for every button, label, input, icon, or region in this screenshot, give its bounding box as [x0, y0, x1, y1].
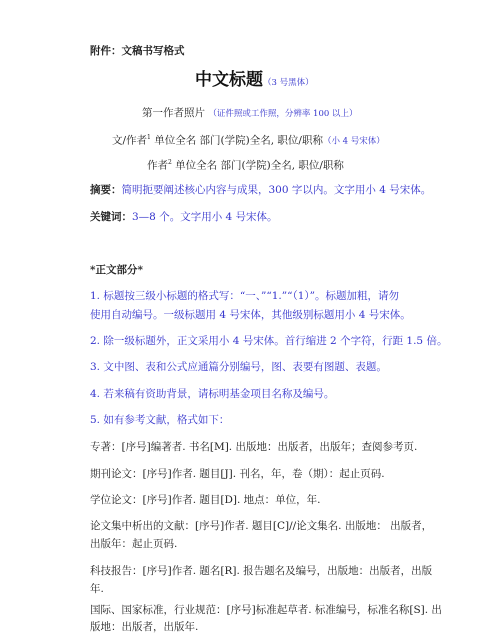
section-heading: *正文部分*: [90, 264, 143, 276]
ref-monograph: 专著：[序号]编著者. 书名[M]. 出版地：出版者，出版年；查阅参考页.: [90, 441, 418, 453]
title-line: [195, 70, 314, 90]
item-1-line-1: 1. 标题按三级小标题的格式写：“一、”“1.”“（1）”。标题加粗，请勿: [90, 290, 400, 302]
author2-line: [147, 156, 344, 173]
item-4: 4. 若来稿有资助背景，请标明基金项目名称及编号。: [90, 388, 335, 400]
item-3: 3. 文中图、表和公式应通篇分别编号，图、表要有图题、表题。: [90, 361, 387, 373]
ref-standard-line-2: 版地：出版者，出版年.: [90, 621, 199, 633]
ref-journal: 期刊论文：[序号]作者. 题目[J]. 刊名，年，卷（期）：起止页码.: [90, 468, 385, 480]
keywords-text: 3—8 个。文字用小 4 号宋体。: [132, 211, 278, 223]
ref-report-line-1: 科技报告：[序号]作者. 题名[R]. 报告题名及编号，出版地：出版者，出版: [90, 565, 433, 577]
attachment-label: 附件：文稿书写格式: [90, 45, 185, 57]
abstract-text: 简明扼要阐述核心内容与成果，300 字以内。文字用小 4 号宋体。: [121, 184, 432, 196]
photo-line: [142, 106, 357, 121]
abstract-line: [90, 183, 431, 197]
ref-proceedings-line-1: 论文集中析出的文献：[序号]作者. 题目[C]//论文集名. 出版地： 出版者，: [90, 520, 433, 532]
photo-note: （证件照或工作照，分辨率 100 以上）: [208, 109, 358, 119]
ref-report-line-2: 年.: [90, 583, 104, 595]
item-1-line-2: 使用自动编号。一级标题用 4 号宋体，其他级别标题用小 4 号宋体。: [90, 309, 411, 321]
main-title: 中文标题: [195, 70, 263, 90]
author2-prefix: 作者: [147, 159, 168, 172]
keywords-line: [90, 210, 278, 224]
ref-proceedings-line-2: 出版年：起止页码.: [90, 538, 178, 550]
author1-sup: 1: [147, 134, 151, 141]
ref-standard-line-1: 国际、国家标准，行业规范：[序号]标准起草者. 标准编号，标准名称[S]. 出: [90, 604, 442, 616]
author2-body: 单位全名 部门(学院)全名, 职位/职称: [171, 159, 344, 172]
author1-note: （小 4 号宋体）: [322, 136, 385, 147]
photo-label: 第一作者照片: [142, 107, 205, 119]
author2-sup: 2: [168, 159, 172, 166]
abstract-label: 摘要：: [90, 184, 122, 196]
author1-prefix: 文/作者: [112, 134, 148, 147]
author1-body: 单位全名 部门(学院)全名, 职位/职称: [150, 134, 323, 147]
author1-line: [112, 131, 385, 149]
ref-thesis: 学位论文：[序号]作者. 题目[D]. 地点：单位，年.: [90, 494, 321, 506]
keywords-label: 关键词：: [90, 211, 132, 223]
item-5: 5. 如有参考文献，格式如下：: [90, 414, 230, 426]
title-format-note: （3 号黑体）: [263, 78, 314, 88]
item-2: 2. 除一级标题外，正文采用小 4 号宋体。首行缩进 2 个字符，行距 1.5 倍。: [90, 335, 448, 347]
